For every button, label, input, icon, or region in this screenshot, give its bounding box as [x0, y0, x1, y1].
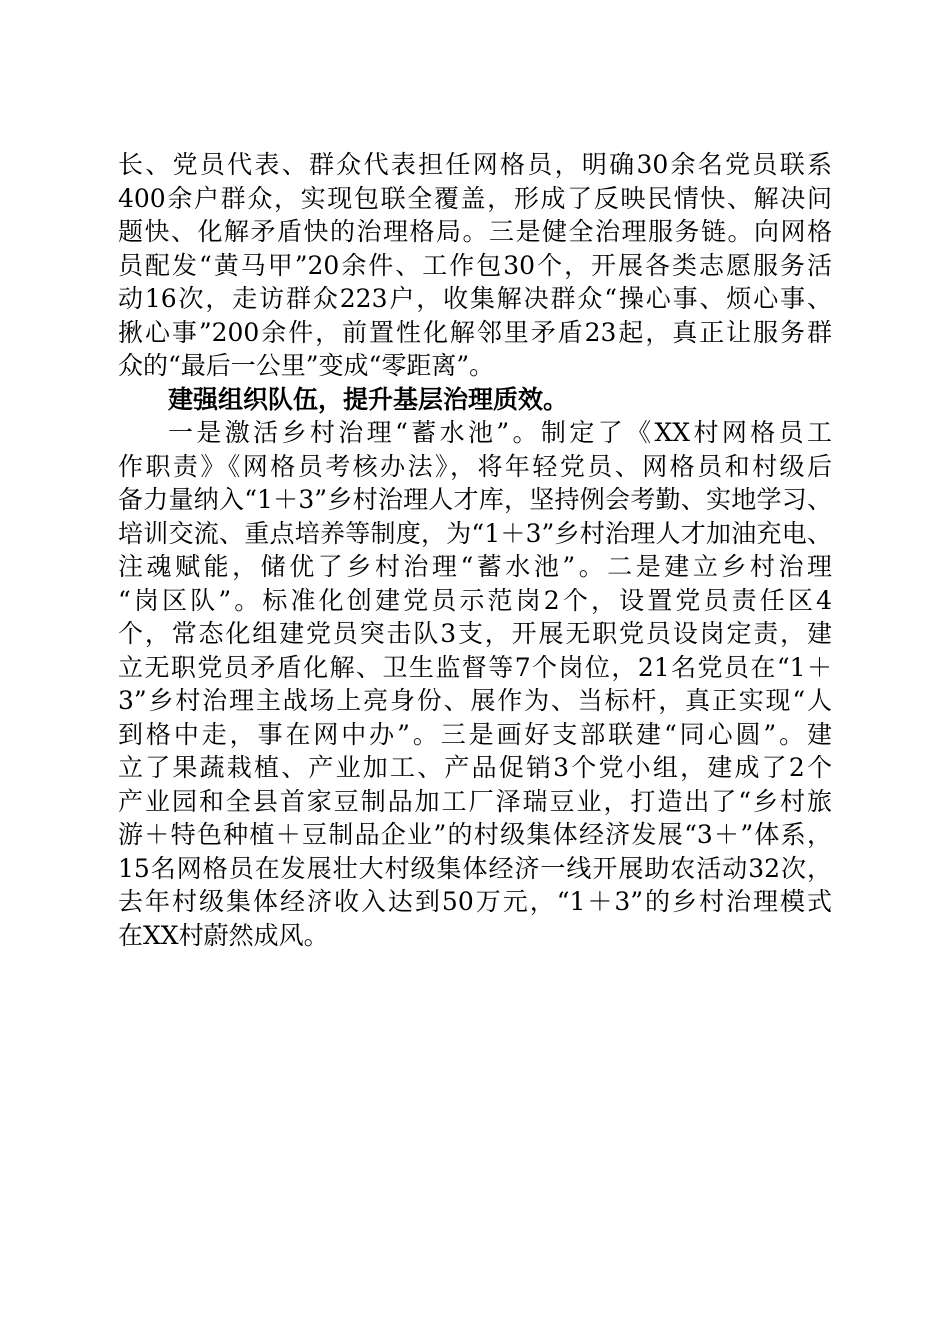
text-line: 培训交流、重点培养等制度，为“1＋3”乡村治理人才加油充电、	[118, 518, 832, 548]
text-line: 题快、化解矛盾快的治理格局。三是健全治理服务链。向网格	[118, 217, 832, 246]
paragraph-2	[118, 416, 832, 952]
paragraph-1	[118, 148, 832, 383]
text-line: 众的“最后一公里”变成“零距离”。	[118, 351, 495, 380]
text-line: 员配发“黄马甲”20余件、工作包30个，开展各类志愿服务活	[118, 250, 832, 280]
text-line: 到格中走，事在网中办”。三是画好支部联建“同心圆”。建	[118, 719, 832, 749]
text-line: 游＋特色种植＋豆制品企业”的村级集体经济发展“3＋”体系，	[118, 820, 832, 849]
heading-text: 建强组织队伍，提升基层治理质效。	[168, 384, 569, 414]
text-line: 作职责》《网格员考核办法》，将年轻党员、网格员和村级后	[118, 451, 832, 481]
text-line: 个，常态化组建党员突击队3支，开展无职党员设岗定责，建	[118, 619, 832, 648]
text-line: 揪心事”200余件，前置性化解邻里矛盾23起，真正让服务群	[118, 317, 832, 347]
text-line: “岗区队”。标准化创建党员示范岗2个，设置党员责任区4	[118, 585, 832, 615]
section-heading	[118, 383, 832, 417]
document-page	[118, 148, 832, 952]
text-line: 产业园和全县首家豆制品加工厂泽瑞豆业，打造出了“乡村旅	[118, 786, 832, 816]
text-line: 立无职党员矛盾化解、卫生监督等7个岗位，21名党员在“1＋	[118, 652, 832, 682]
text-line: 15名网格员在发展壮大村级集体经济一线开展助农活动32次，	[118, 853, 832, 883]
text-line: 3”乡村治理主战场上亮身份、展作为、当标杆，真正实现“人	[118, 686, 832, 715]
text-line: 在XX村蔚然成风。	[118, 920, 329, 950]
text-line: 动16次，走访群众223户，收集解决群众“操心事、烦心事、	[118, 284, 832, 313]
text-line: 备力量纳入“1＋3”乡村治理人才库，坚持例会考勤、实地学习、	[118, 485, 832, 514]
text-line: 一是激活乡村治理“蓄水池”。制定了《XX村网格员工	[168, 418, 832, 447]
text-line: 400余户群众，实现包联全覆盖，形成了反映民情快、解决问	[118, 183, 832, 213]
text-line: 长、党员代表、群众代表担任网格员，明确30余名党员联系	[118, 150, 832, 179]
text-line: 立了果蔬栽植、产业加工、产品促销3个党小组，建成了2个	[118, 753, 832, 782]
text-line: 注魂赋能，储优了乡村治理“蓄水池”。二是建立乡村治理	[118, 552, 832, 581]
text-line: 去年村级集体经济收入达到50万元，“1＋3”的乡村治理模式	[118, 887, 832, 916]
